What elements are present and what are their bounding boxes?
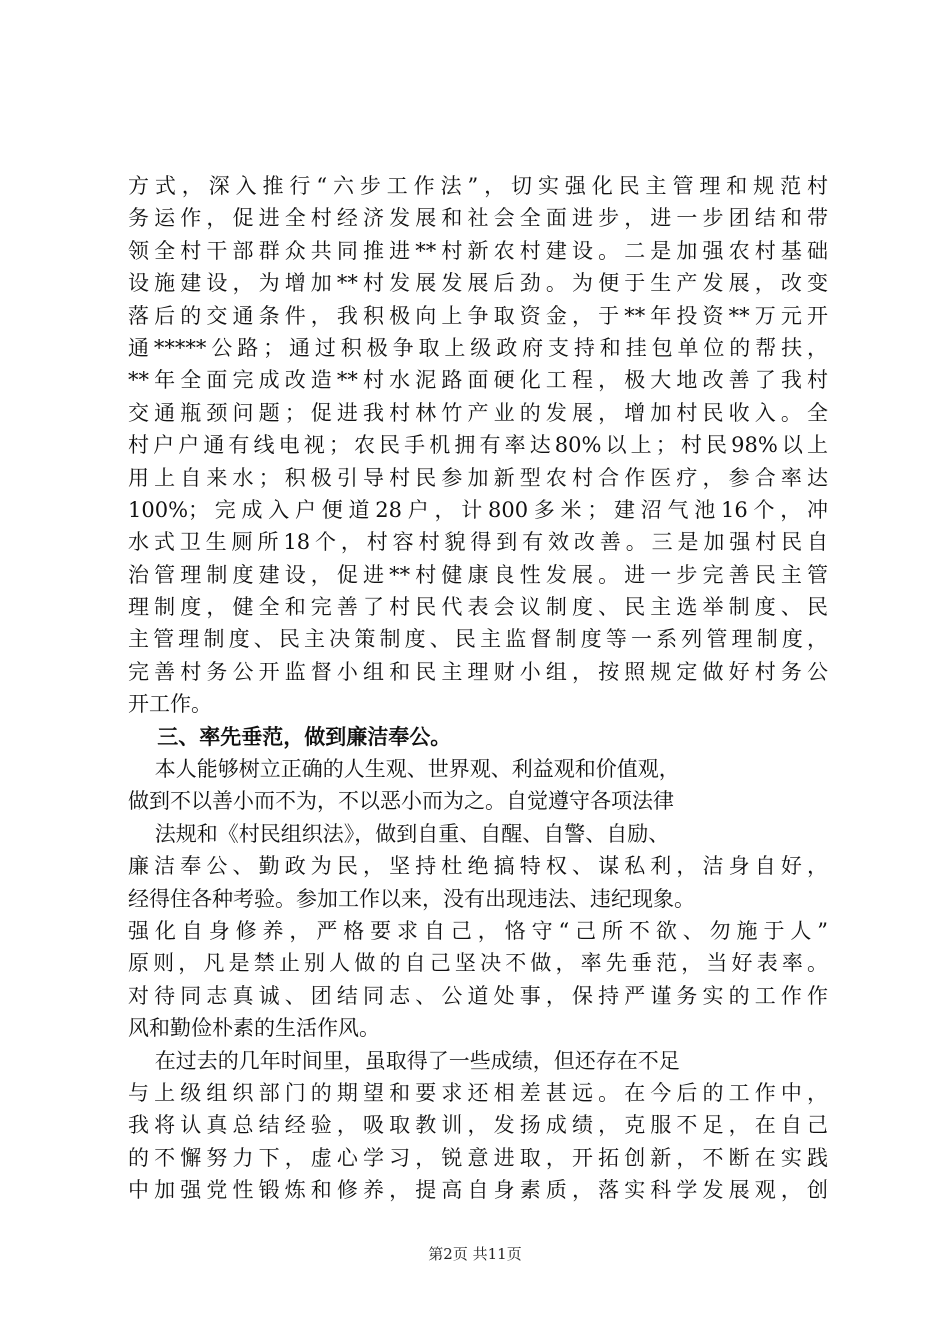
text-line: 风和勤俭朴素的生活作风。 — [128, 1016, 380, 1041]
text-line: 的不懈努力下，虚心学习，锐意进取，开拓创新，不断在实践 — [128, 1145, 828, 1170]
text-line: 原则，凡是禁止别人做的自己坚决不做，率先垂范，当好表率。 — [128, 951, 828, 976]
text-line: 主管理制度、民主决策制度、民主监督制度等一系列管理制度， — [128, 627, 828, 652]
text-line: 通*****公路；通过积极争取上级政府支持和挂包单位的帮扶， — [128, 335, 828, 360]
text-line: 完善村务公开监督小组和民主理财小组，按照规定做好村务公 — [128, 659, 828, 684]
text-line: 廉洁奉公、勤政为民，坚持杜绝搞特权、谋私利，洁身自好， — [128, 854, 828, 879]
text-line: 与上级组织部门的期望和要求还相差甚远。在今后的工作中， — [128, 1080, 828, 1105]
text-line: 做到不以善小而不为，不以恶小而为之。自觉遵守各项法律 — [128, 789, 674, 814]
text-line: 交通瓶颈问题；促进我村林竹产业的发展，增加村民收入。全 — [128, 400, 828, 425]
text-line: 治管理制度建设，促进**村健康良性发展。进一步完善民主管 — [128, 562, 828, 587]
text-line: 对待同志真诚、团结同志、公道处事，保持严谨务实的工作作 — [128, 983, 828, 1008]
text-line: 法规和《村民组织法》，做到自重、自醒、自警、自励、 — [128, 821, 670, 846]
text-line: 水式卫生厕所18个，村容村貌得到有效改善。三是加强村民自 — [128, 530, 828, 555]
text-line: 方式，深入推行“六步工作法”，切实强化民主管理和规范村 — [128, 174, 828, 198]
text-line: 100%；完成入户便道28户，计800多米；建沼气池16个，冲 — [128, 497, 828, 522]
text-line: 理制度，健全和完善了村民代表会议制度、民主选举制度、民 — [128, 595, 828, 620]
text-line: 村户户通有线电视；农民手机拥有率达80%以上；村民98%以上 — [128, 433, 828, 458]
page-number-footer: 第2页 共11页 — [428, 1245, 522, 1263]
text-line: 设施建设，为增加**村发展发展后劲。为便于生产发展，改变 — [128, 271, 828, 296]
section-heading: 三、率先垂范，做到廉洁奉公。 — [128, 723, 452, 749]
text-line: **年全面完成改造**村水泥路面硬化工程，极大地改善了我村 — [128, 368, 828, 393]
text-line: 开工作。 — [128, 692, 212, 717]
text-line: 领全村干部群众共同推进**村新农村建设。二是加强农村基础 — [128, 238, 828, 263]
text-line: 强化自身修养，严格要求自己，恪守“己所不欲、勿施于人” — [128, 918, 828, 943]
text-line: 经得住各种考验。参加工作以来，没有出现违法、违纪现象。 — [128, 886, 695, 911]
text-line: 落后的交通条件，我积极向上争取资金，于**年投资**万元开 — [128, 303, 828, 328]
text-line: 我将认真总结经验，吸取教训，发扬成绩，克服不足，在自己 — [128, 1113, 828, 1138]
text-line: 在过去的几年时间里，虽取得了一些成绩，但还存在不足 — [128, 1048, 680, 1073]
text-line: 用上自来水；积极引导村民参加新型农村合作医疗，参合率达 — [128, 465, 828, 490]
text-line: 本人能够树立正确的人生观、世界观、利益观和价值观， — [128, 757, 680, 782]
document-body — [128, 170, 828, 1207]
text-line: 务运作，促进全村经济发展和社会全面进步，进一步团结和带 — [128, 206, 828, 231]
text-line: 中加强党性锻炼和修养，提高自身素质，落实科学发展观，创 — [128, 1178, 828, 1203]
